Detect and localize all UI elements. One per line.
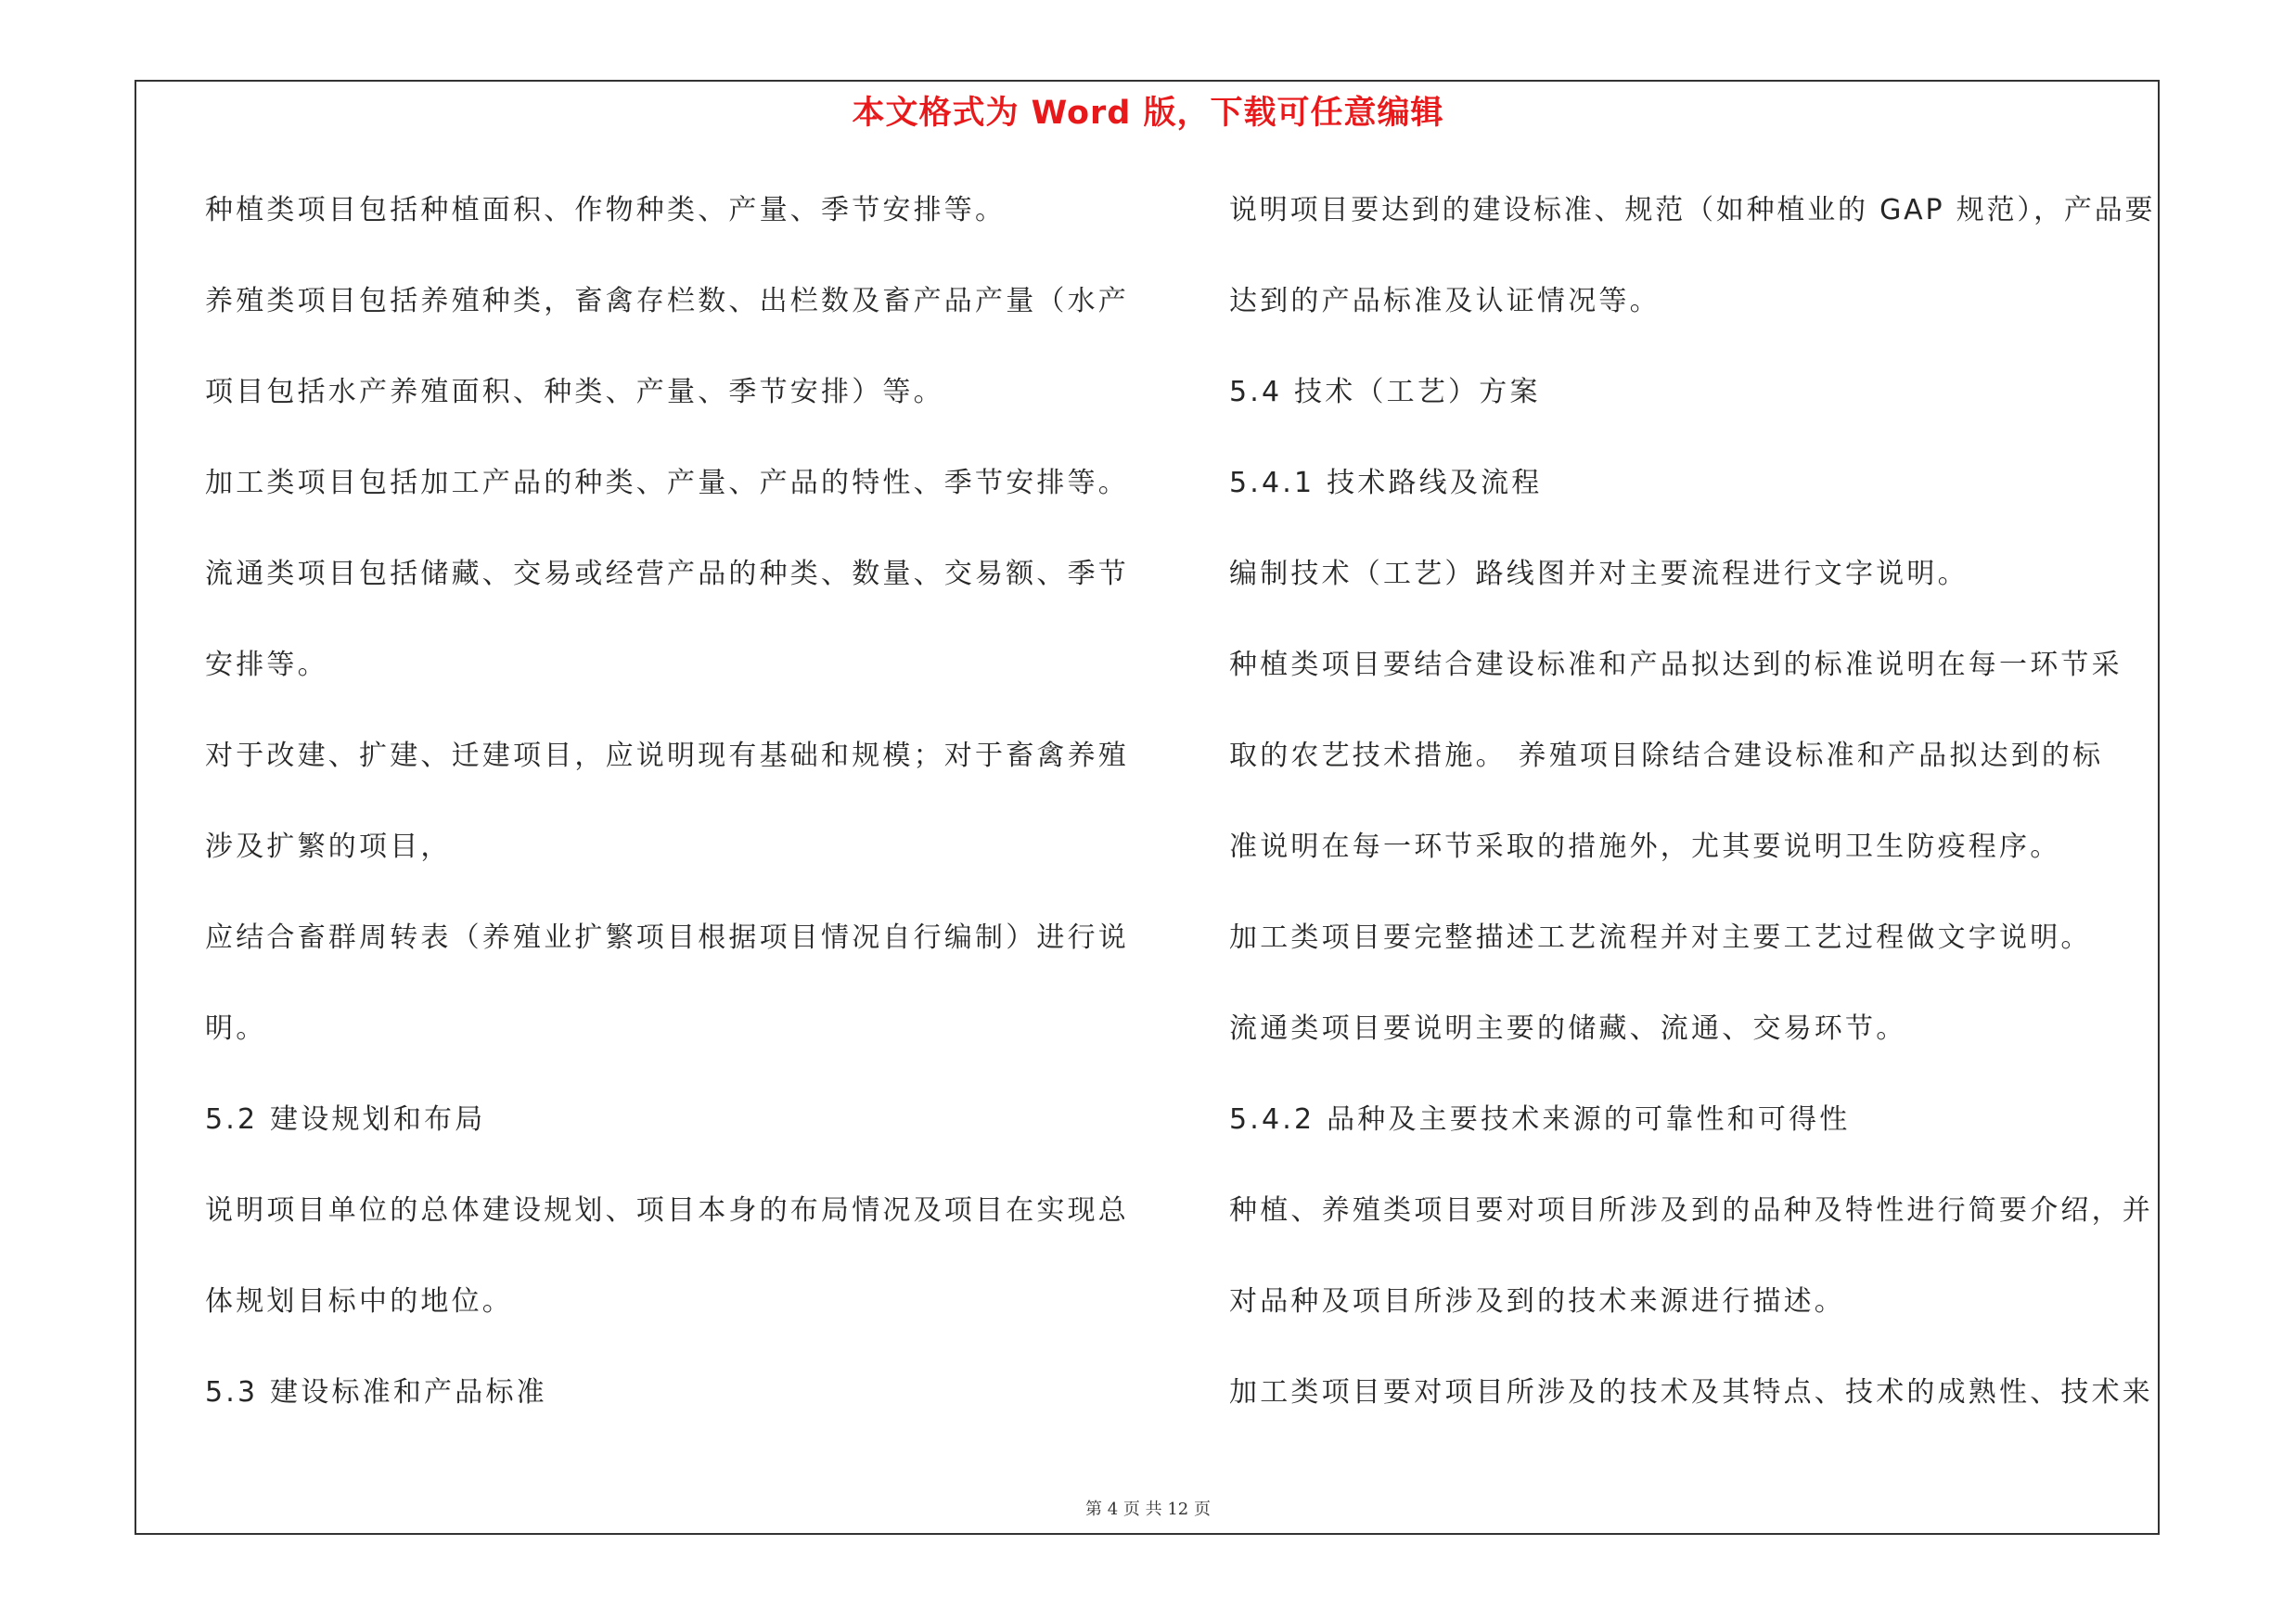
right-line: 种植、养殖类项目要对项目所涉及到的品种及特性进行简要介绍，并 <box>1229 1194 2153 1227</box>
right-line: 种植类项目要结合建设标准和产品拟达到的标准说明在每一环节采 <box>1229 649 2123 681</box>
format-notice-banner: 本文格式为 Word 版，下载可任意编辑 <box>852 95 1444 132</box>
left-line: 说明项目单位的总体建设规划、项目本身的布局情况及项目在实现总 <box>205 1194 1129 1227</box>
right-line: 取的农艺技术措施。 养殖项目除结合建设标准和产品拟达到的标 <box>1229 740 2104 772</box>
left-line: 体规划目标中的地位。 <box>205 1285 513 1318</box>
section-heading: 5.4.1 技术路线及流程 <box>1229 467 1543 499</box>
left-line: 涉及扩繁的项目， <box>205 831 452 863</box>
left-line: 明。 <box>205 1012 267 1045</box>
right-line: 加工类项目要对项目所涉及的技术及其特点、技术的成熟性、技术来 <box>1229 1376 2153 1409</box>
right-line: 说明项目要达到的建设标准、规范（如种植业的 GAP 规范），产品要 <box>1229 194 2156 226</box>
left-line: 养殖类项目包括养殖种类，畜禽存栏数、出栏数及畜产品产量（水产 <box>205 285 1129 317</box>
left-line: 安排等。 <box>205 649 328 681</box>
page-number-footer: 第 4 页 共 12 页 <box>1085 1500 1211 1519</box>
left-line: 种植类项目包括种植面积、作物种类、产量、季节安排等。 <box>205 194 1007 226</box>
section-heading: 5.3 建设标准和产品标准 <box>205 1376 547 1409</box>
right-line: 流通类项目要说明主要的储藏、流通、交易环节。 <box>1229 1012 1907 1045</box>
left-line: 应结合畜群周转表（养殖业扩繁项目根据项目情况自行编制）进行说 <box>205 921 1129 954</box>
section-heading: 5.4.2 品种及主要技术来源的可靠性和可得性 <box>1229 1103 1851 1136</box>
right-line: 加工类项目要完整描述工艺流程并对主要工艺过程做文字说明。 <box>1229 921 2092 954</box>
left-line: 流通类项目包括储藏、交易或经营产品的种类、数量、交易额、季节 <box>205 558 1129 590</box>
left-line: 对于改建、扩建、迁建项目，应说明现有基础和规模；对于畜禽养殖 <box>205 740 1129 772</box>
right-line: 达到的产品标准及认证情况等。 <box>1229 285 1661 317</box>
left-line: 项目包括水产养殖面积、种类、产量、季节安排）等。 <box>205 376 944 408</box>
left-line: 加工类项目包括加工产品的种类、产量、产品的特性、季节安排等。 <box>205 467 1129 499</box>
section-heading: 5.4 技术（工艺）方案 <box>1229 376 1541 408</box>
right-line: 编制技术（工艺）路线图并对主要流程进行文字说明。 <box>1229 558 1969 590</box>
right-line: 准说明在每一环节采取的措施外，尤其要说明卫生防疫程序。 <box>1229 831 2061 863</box>
section-heading: 5.2 建设规划和布局 <box>205 1103 486 1136</box>
right-line: 对品种及项目所涉及到的技术来源进行描述。 <box>1229 1285 1845 1318</box>
